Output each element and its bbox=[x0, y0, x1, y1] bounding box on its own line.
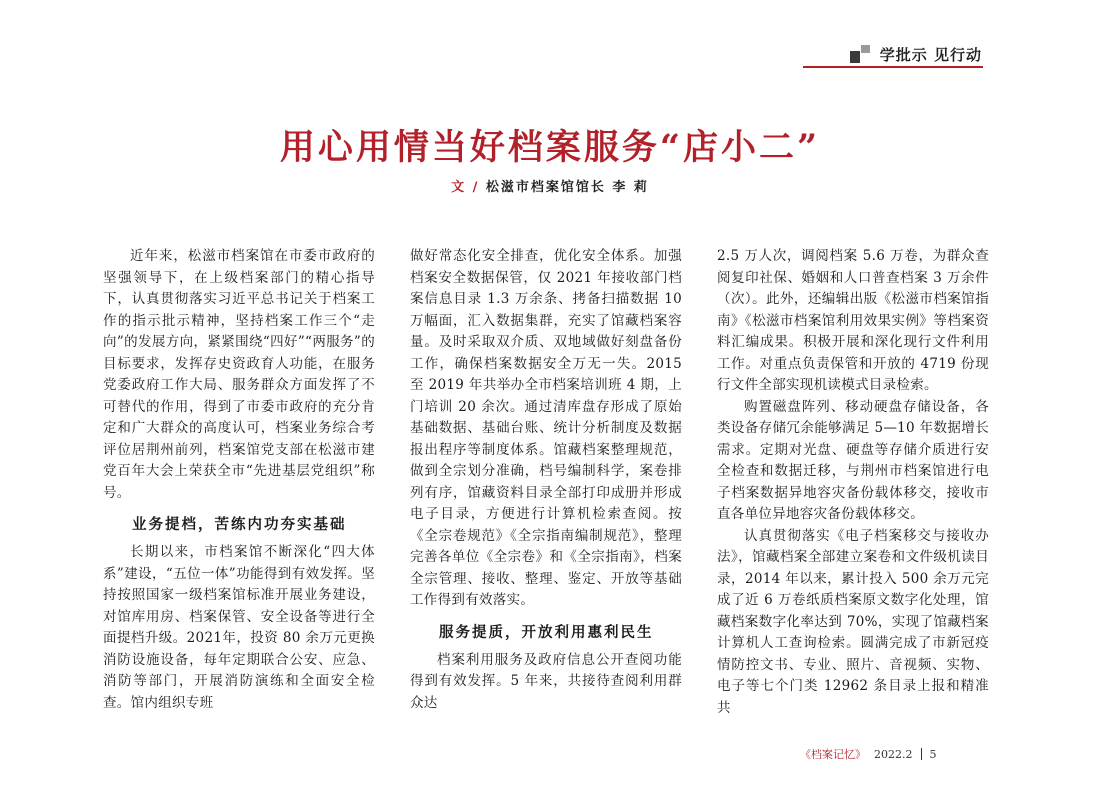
magazine-name: 《档案记忆》 bbox=[800, 748, 866, 761]
section-heading: 服务提质，开放利用惠利民生 bbox=[439, 623, 654, 641]
paragraph: 购置磁盘阵列、移动硬盘存储设备，各类设备存储冗余能够满足 5—10 年数据增长需求。定期对光盘、硬盘等存储介质进行安全检查和数据迁移，与荆州市档案馆进行电子档案数据异地容灾备份载体移交，接收市直各单位异地容灾备份载体移交。 bbox=[717, 398, 989, 522]
paragraph: 长期以来，市档案馆不断深化“四大体系”建设，“五位一体”功能得到有效发挥。坚持按照国家一级档案馆标准开展业务建设，对馆库用房、档案保管、安全设备等进行全面提档升级。2021年，投资 80 余万元更换消防设施设备，每年定期联合公安、应急、消防等部门，开展消防演练和全面安全检查。馆内组织专班 bbox=[103, 544, 375, 711]
text-column-2 bbox=[410, 246, 682, 736]
text-column-1 bbox=[103, 246, 375, 736]
paragraph: 档案利用服务及政府信息公开查阅功能得到有效发挥。5 年来，共接待查阅利用群众达 bbox=[410, 651, 682, 711]
section-mark-icon bbox=[850, 45, 872, 65]
article-byline bbox=[0, 176, 1100, 195]
footer-separator bbox=[921, 748, 922, 760]
section-heading: 业务提档，苦练内功夯实基础 bbox=[132, 516, 347, 533]
paragraph: 认真贯彻落实《电子档案移交与接收办法》，馆藏档案全部建立案卷和文件级机读目录，2014 年以来，累计投入 500 余万元完成了近 6 万卷纸质档案原文数字化处理，馆藏档案数字化率达到 70%，实现了馆藏档案计算机人工查询检索。圆满完成了市新冠疫情防控文书、专业、照片、音视频、实物、电子等七个门类 12962 条目录上报和精准共 bbox=[717, 527, 989, 716]
section-tag bbox=[850, 44, 982, 65]
paragraph: 近年来，松滋市档案馆在市委市政府的坚强领导下，在上级档案部门的精心指导下，认真贯彻落实习近平总书记关于档案工作的指示批示精神，坚持档案工作三个“走向”的发展方向，紧紧围绕“四好”“两服务”的目标要求，发挥存史资政育人功能，在服务党委政府工作大局、服务群众方面发挥了不可替代的作用，得到了市委市政府的充分肯定和广大群众的高度认可，档案业务综合考评位居荆州前列，档案馆党支部在松滋市建党百年大会上荣获全市“先进基层党组织”称号。 bbox=[103, 248, 375, 501]
paragraph: 做好常态化安全排查，优化安全体系。加强档案安全数据保管，仅 2021 年接收部门档案信息目录 1.3 万余条、拷备扫描数据 10 万幅面，汇入数据集群，充实了馆藏档案容量。及时采取双介质、双地域做好刻盘备份工作，确保档案数据安全万无一失。2015 至 2019 年共举办全市档案培训班 4 期，上门培训 20 余次。通过清库盘存形成了原始基础数据、基础台账、统计分析制度及数据报出程序等制度体系。馆藏档案整理规范，做到全宗划分准确，档号编制科学，案卷排列有序，馆藏资料目录全部打印成册并形成电子目录，方便进行计算机检索查阅。按《全宗卷规范》《全宗指南编制规范》，整理完善各单位《全宗卷》和《全宗指南》，档案全宗管理、接收、整理、鉴定、开放等基础工作得到有效落实。 bbox=[410, 248, 682, 608]
text-column-3 bbox=[717, 246, 989, 736]
section-divider bbox=[803, 66, 983, 68]
byline-prefix: 文 / bbox=[451, 180, 480, 195]
page-footer bbox=[800, 746, 937, 762]
section-title: 学批示 见行动 bbox=[879, 46, 982, 64]
paragraph: 2.5 万人次，调阅档案 5.6 万卷，为群众查阅复印社保、婚姻和人口普查档案 3 万余件（次）。此外，还编辑出版《松滋市档案馆指南》《松滋市档案馆利用效果实例》等档案资料汇编成果。积极开展和深化现行文件利用工作。对重点负责保管和开放的 4719 份现行文件全部实现机读模式目录检索。 bbox=[717, 248, 989, 393]
issue-number: 2022.2 bbox=[874, 747, 913, 761]
byline-author: 松滋市档案馆馆长 李 莉 bbox=[485, 180, 649, 195]
page-number: 5 bbox=[929, 747, 937, 761]
article-title: 用心用情当好档案服务“店小二” bbox=[279, 127, 821, 168]
